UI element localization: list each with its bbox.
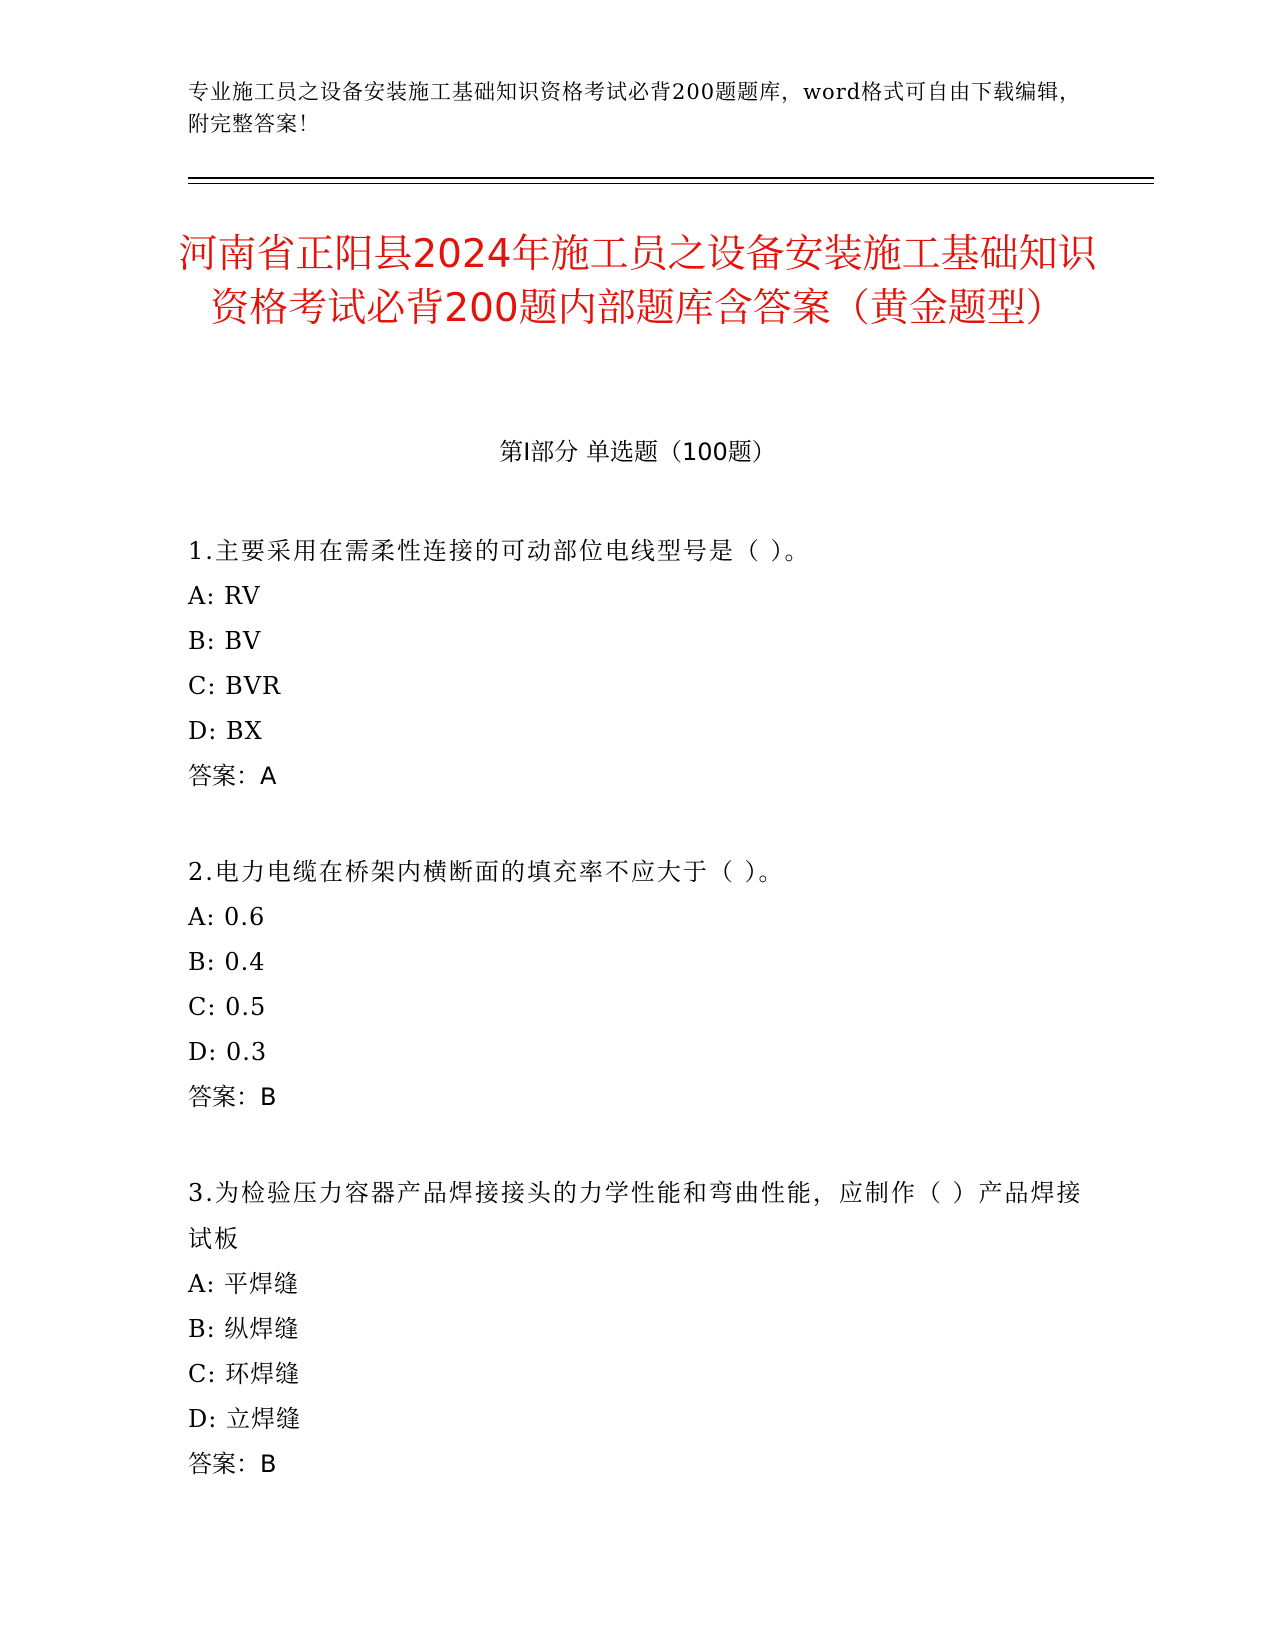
answer-line: 答案：A [188, 762, 277, 790]
question-item [188, 849, 1088, 1120]
option-b: B: 0.4 [188, 948, 266, 976]
option-b: B: 纵焊缝 [188, 1315, 300, 1343]
option-a: A: 0.6 [188, 903, 266, 931]
option-d: D: 0.3 [188, 1038, 268, 1066]
option-c: C: 0.5 [188, 993, 267, 1021]
question-stem: 1.主要采用在需柔性连接的可动部位电线型号是（ ）。 [188, 537, 811, 565]
option-b: B: BV [188, 627, 262, 655]
header-divider-thin [188, 183, 1154, 184]
option-d: D: BX [188, 717, 263, 745]
question-stem: 3.为检验压力容器产品焊接接头的力学性能和弯曲性能，应制作（ ）产品焊接试板 [188, 1179, 1083, 1253]
header-note: 专业施工员之设备安装施工基础知识资格考试必背200题题库，word格式可自由下载编辑，附完整答案！ [188, 80, 1082, 136]
answer-line: 答案：B [188, 1083, 277, 1111]
question-list [188, 528, 1088, 1537]
question-stem: 2.电力电缆在桥架内横断面的填充率不应大于（ ）。 [188, 858, 785, 886]
option-d: D: 立焊缝 [188, 1405, 301, 1433]
option-a: A: RV [188, 582, 261, 610]
question-item [188, 528, 1088, 799]
question-item [188, 1170, 1088, 1487]
option-c: C: 环焊缝 [188, 1360, 301, 1388]
header-divider-thick [188, 177, 1154, 179]
section-heading: 第Ⅰ部分 单选题（100题） [499, 438, 776, 466]
option-a: A: 平焊缝 [188, 1270, 300, 1298]
option-c: C: BVR [188, 672, 282, 700]
document-title: 河南省正阳县2024年施工员之设备安装施工基础知识资格考试必背200题内部题库含答案（黄金题型） [178, 232, 1097, 331]
answer-line: 答案：B [188, 1450, 277, 1478]
